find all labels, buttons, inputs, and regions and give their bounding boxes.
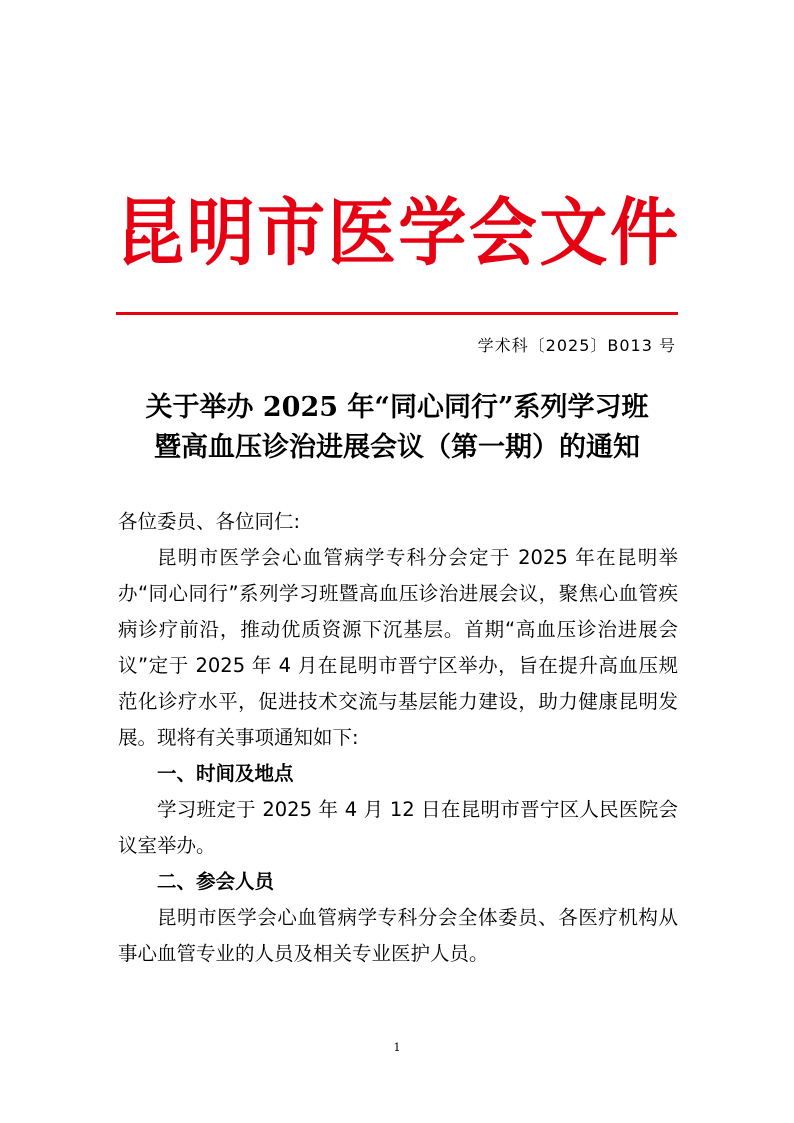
document-body	[118, 504, 678, 972]
masthead-char: 明	[186, 190, 255, 277]
document-title	[100, 388, 694, 468]
document-number: 学术科〔2025〕B013 号	[477, 336, 676, 355]
section-heading-attendees: 二、参会人员	[157, 870, 275, 893]
masthead-char: 市	[257, 190, 326, 277]
masthead-char: 会	[468, 190, 537, 277]
title-line-2: 暨高血压诊治进展会议（第一期）的通知	[154, 432, 640, 463]
salutation: 各位委员、各位同仁:	[118, 510, 301, 533]
masthead-title	[116, 186, 678, 282]
masthead-char: 学	[398, 190, 467, 277]
masthead-divider	[116, 312, 678, 315]
masthead-char: 昆	[116, 190, 185, 277]
section-text-attendees: 昆明市医学会心血管病学专科分会全体委员、各医疗机构从事心血管专业的人员及相关专业医护人员。	[118, 906, 678, 965]
section-heading-time-location: 一、时间及地点	[157, 762, 294, 785]
intro-paragraph: 昆明市医学会心血管病学专科分会定于 2025 年在昆明举办“同心同行”系列学习班暨高血压诊治进展会议，聚焦心血管疾病诊疗前沿，推动优质资源下沉基层。首期“高血压诊治进展会议”定于 2025 年 4 月在昆明市晋宁区举办，旨在提升高血压规范化诊疗水平，促进技术交流与基层能力建设，助力健康昆明发展。现将有关事项通知如下:	[118, 546, 678, 749]
masthead-char: 医	[327, 190, 396, 277]
section-text-time-location: 学习班定于 2025 年 4 月 12 日在昆明市晋宁区人民医院会议室举办。	[118, 798, 678, 857]
masthead-char: 件	[609, 190, 678, 277]
page-number: 1	[393, 1041, 401, 1054]
masthead-char: 文	[539, 190, 608, 277]
title-line-1: 关于举办 2025 年“同心同行”系列学习班	[145, 392, 649, 423]
